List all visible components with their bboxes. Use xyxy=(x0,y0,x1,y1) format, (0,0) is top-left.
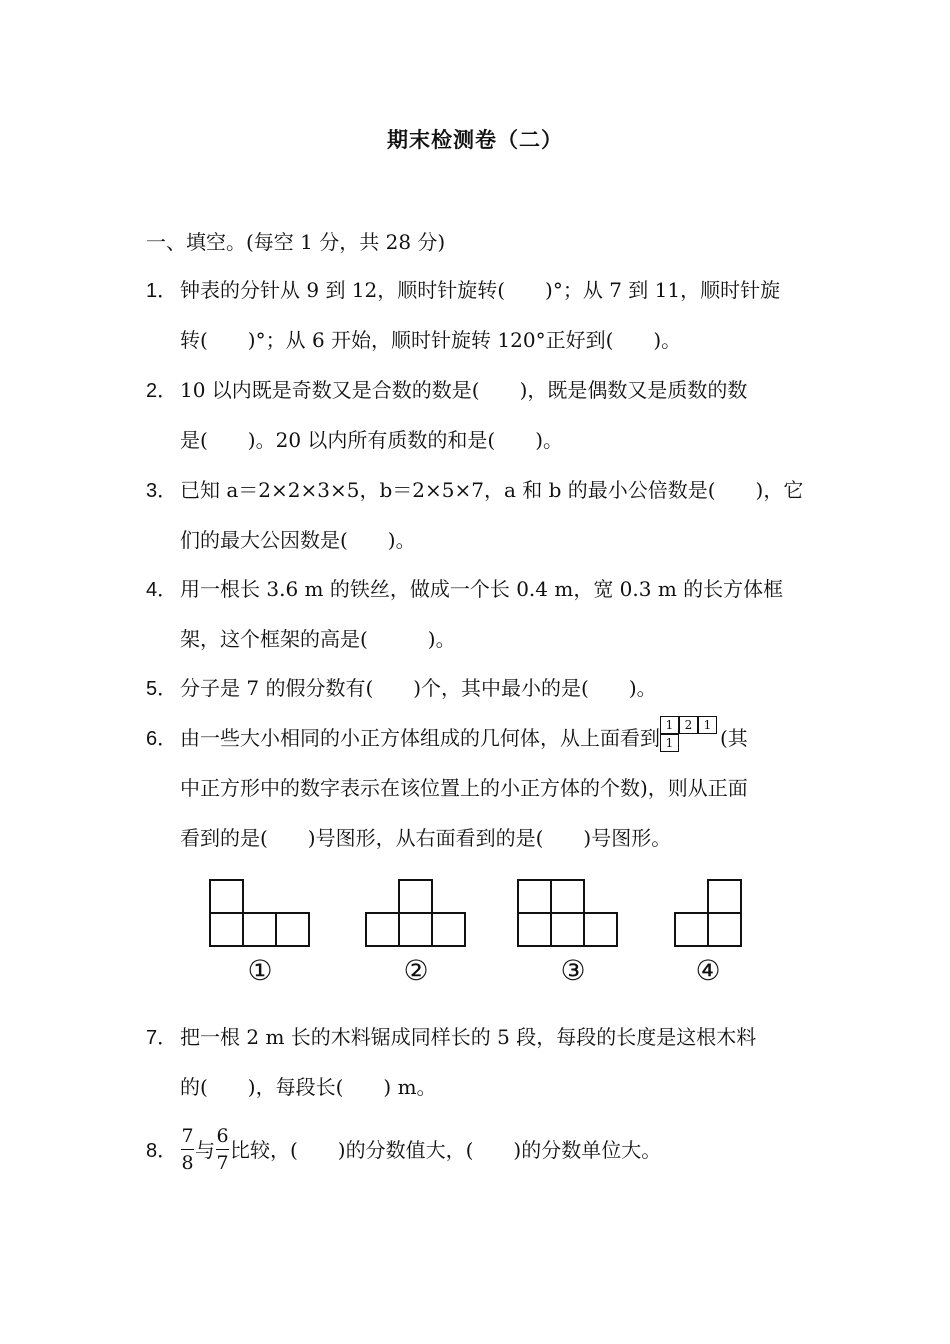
question-5-text-1: 分子是 7 的假分数有( )个，其中最小的是( )。 xyxy=(180,676,657,700)
question-4-line-2: 架，这个框架的高是( )。 xyxy=(180,627,456,651)
top-view-cell: 2 xyxy=(679,716,698,734)
section-heading: 一、填空。(每空 1 分，共 28 分) xyxy=(146,230,446,254)
question-8-connector: 与 xyxy=(195,1138,215,1162)
question-3-line-1 xyxy=(146,475,803,506)
question-5-line-1 xyxy=(146,673,657,704)
view-figures-drawing xyxy=(0,876,950,956)
question-6-line-2: 中正方形中的数字表示在该位置上的小正方体的个数)，则从正面 xyxy=(180,776,748,800)
question-8-text: 比较，( )的分数值大，( )的分数单位大。 xyxy=(230,1138,662,1162)
question-1-number: 1． xyxy=(146,280,178,302)
fraction-1-numerator: 7 xyxy=(181,1124,194,1147)
question-4-number: 4． xyxy=(146,579,178,601)
question-2-number: 2． xyxy=(146,380,178,402)
page-title: 期末检测卷（二） xyxy=(387,128,563,152)
question-7-text-1: 把一根 2 m 长的木料锯成同样长的 5 段，每段的长度是这根木料 xyxy=(180,1025,757,1049)
figure-4-label: ④ xyxy=(695,954,721,987)
figure-2-label: ② xyxy=(403,954,429,987)
question-8-number: 8． xyxy=(146,1140,178,1162)
question-7-line-2: 的( )，每段长( ) m。 xyxy=(180,1075,437,1099)
question-1-text-1: 钟表的分针从 9 到 12，顺时针旋转( )°；从 7 到 11，顺时针旋 xyxy=(180,278,781,302)
question-6-line-1 xyxy=(146,716,748,758)
question-6-line-3: 看到的是( )号图形，从右面看到的是( )号图形。 xyxy=(180,826,672,850)
view-figures xyxy=(0,876,950,991)
figure-3-shape xyxy=(518,880,617,946)
fraction-1-denominator: 8 xyxy=(181,1151,194,1174)
question-7-line-1 xyxy=(146,1022,756,1053)
figure-3-label: ③ xyxy=(560,954,586,987)
question-8-line-1 xyxy=(146,1124,661,1177)
fraction-6-7 xyxy=(216,1124,229,1174)
question-1-line-1 xyxy=(146,275,780,306)
question-6-text-1a: 由一些大小相同的小正方体组成的几何体，从上面看到 xyxy=(180,726,660,750)
question-7-number: 7． xyxy=(146,1027,178,1049)
question-6-text-1b: (其 xyxy=(720,726,748,750)
question-2-text-1: 10 以内既是奇数又是合数的数是( )，既是偶数又是质数的数 xyxy=(180,378,748,402)
question-2-line-1 xyxy=(146,375,747,406)
fraction-2-denominator: 7 xyxy=(216,1151,229,1174)
question-3-text-1: 已知 a＝2×2×3×5，b＝2×5×7，a 和 b 的最小公倍数是( )，它 xyxy=(180,478,804,502)
question-4-text-1: 用一根长 3.6 m 的铁丝，做成一个长 0.4 m，宽 0.3 m 的长方体框 xyxy=(180,577,784,601)
top-view-cell: 1 xyxy=(660,716,679,734)
question-2-line-2: 是( )。20 以内所有质数的和是( )。 xyxy=(180,428,564,452)
top-view-grid xyxy=(660,716,720,754)
top-view-cell: 1 xyxy=(698,716,717,734)
fraction-7-8 xyxy=(181,1124,194,1174)
question-3-line-2: 们的最大公因数是( )。 xyxy=(180,528,416,552)
figure-4-shape xyxy=(675,880,741,946)
question-1-line-2: 转( )°；从 6 开始，顺时针旋转 120°正好到( )。 xyxy=(180,328,682,352)
fraction-2-numerator: 6 xyxy=(216,1124,229,1147)
question-3-number: 3． xyxy=(146,480,178,502)
figure-1-shape xyxy=(210,880,309,946)
figure-1-label: ① xyxy=(247,954,273,987)
top-view-cell: 1 xyxy=(660,734,679,752)
question-6-number: 6． xyxy=(146,728,178,750)
question-4-line-1 xyxy=(146,574,783,605)
question-5-number: 5． xyxy=(146,678,178,700)
figure-2-shape xyxy=(366,880,465,946)
